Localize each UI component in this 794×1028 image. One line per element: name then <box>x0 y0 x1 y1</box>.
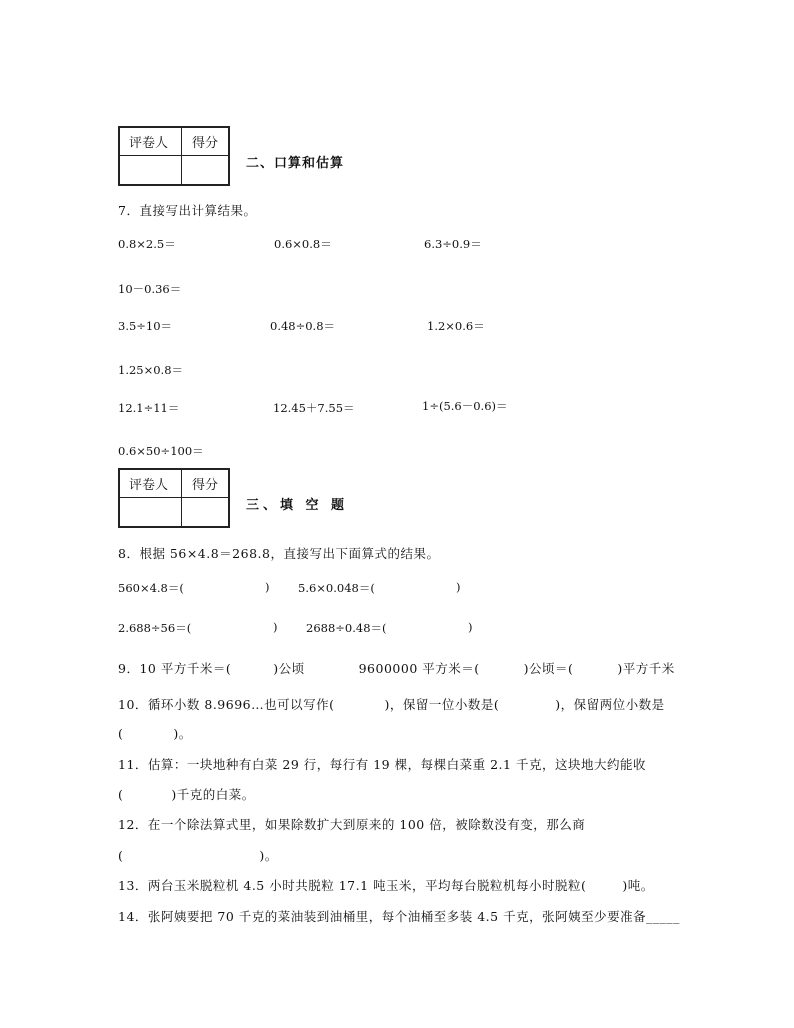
q11-part: )千克的白菜。 <box>171 787 255 802</box>
section-title: 三、填 空 题 <box>246 498 349 513</box>
section-title: 二、口算和估算 <box>246 156 345 171</box>
fill-bracket: ) <box>273 620 278 634</box>
q12-part: ( <box>118 848 124 863</box>
q9-part: )平方千米 <box>617 661 675 676</box>
expression: 0.6×0.8＝ <box>274 237 332 251</box>
q10-part: )，保留两位小数是 <box>555 697 665 712</box>
q13-part: 13．两台玉米脱粒机 4.5 小时共脱粒 17.1 吨玉米，平均每台脱粒机每小时脱粒( <box>118 878 587 893</box>
q9-part: 9600000 平方米＝( <box>358 661 480 676</box>
question-11-cont <box>118 785 255 803</box>
fill-expression: 2688÷0.48＝( <box>306 621 387 635</box>
question-9 <box>118 659 675 677</box>
expression: 1.25×0.8＝ <box>118 363 184 377</box>
expression: 0.48÷0.8＝ <box>270 319 336 333</box>
fill-expression: 560×4.8＝( <box>118 581 184 595</box>
q9-part: )公顷＝( <box>523 661 574 676</box>
expression: 12.1÷11＝ <box>118 401 180 415</box>
table-divider <box>120 497 228 498</box>
grader-label: 评卷人 <box>129 478 169 493</box>
question-12: 12．在一个除法算式里，如果除数扩大到原来的 100 倍，被除数没有变，那么商 <box>118 817 586 832</box>
question-8: 8．根据 56×4.8＝268.8，直接写出下面算式的结果。 <box>118 546 440 561</box>
table-divider <box>120 155 228 156</box>
score-label: 得分 <box>192 136 219 151</box>
expression: 6.3÷0.9＝ <box>424 237 482 251</box>
q10-part: ( <box>118 726 124 741</box>
q12-part: )。 <box>259 848 278 863</box>
question-11: 11．估算：一块地种有白菜 29 行，每行有 19 棵，每棵白菜重 2.1 千克，这块地大约能收 <box>118 757 646 772</box>
expression: 1÷(5.6－0.6)＝ <box>422 399 508 413</box>
question-13 <box>118 876 654 894</box>
score-table <box>118 126 230 186</box>
fill-expression: 5.6×0.048＝( <box>298 581 375 595</box>
expression: 12.45＋7.55＝ <box>273 401 355 415</box>
q14-part: 14．张阿姨要把 70 千克的菜油装到油桶里，每个油桶至多装 4.5 千克，张阿姨至少要准备 <box>118 909 647 924</box>
q9-part: 9．10 平方千米＝( <box>118 661 232 676</box>
question-14 <box>118 907 680 925</box>
q10-part: )。 <box>173 726 192 741</box>
grader-label: 评卷人 <box>129 136 169 151</box>
expression: 10－0.36＝ <box>118 282 182 296</box>
q14-blank: _____ <box>646 909 680 924</box>
expression: 0.8×2.5＝ <box>118 237 176 251</box>
q11-part: ( <box>118 787 124 802</box>
fill-expression: 2.688÷56＝( <box>118 621 192 635</box>
fill-bracket: ) <box>265 580 270 594</box>
question-10-cont <box>118 724 192 742</box>
fill-bracket: ) <box>468 620 473 634</box>
expression: 0.6×50÷100＝ <box>118 444 204 458</box>
q10-part: )，保留一位小数是( <box>384 697 500 712</box>
question-10 <box>118 695 665 713</box>
score-label: 得分 <box>192 478 219 493</box>
question-7: 7．直接写出计算结果。 <box>118 203 257 218</box>
table-divider <box>181 470 182 526</box>
question-12-cont <box>118 846 278 864</box>
table-divider <box>181 128 182 184</box>
score-table <box>118 468 230 528</box>
q10-part: 10．循环小数 8.9696…也可以写作( <box>118 697 335 712</box>
expression: 1.2×0.6＝ <box>427 319 485 333</box>
q9-part: )公顷 <box>273 661 305 676</box>
expression: 3.5÷10＝ <box>118 319 173 333</box>
q13-part: )吨。 <box>622 878 654 893</box>
fill-bracket: ) <box>456 580 461 594</box>
